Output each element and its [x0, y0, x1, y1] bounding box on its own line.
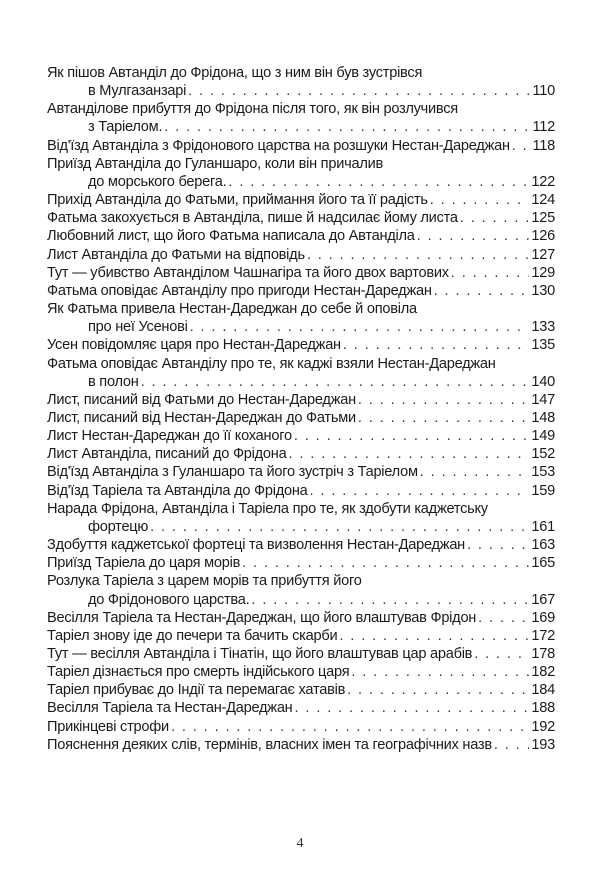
toc-entry-page-number: 188	[531, 700, 555, 717]
toc-entry-line	[47, 246, 555, 264]
toc-entry-page-number: 182	[531, 664, 555, 681]
toc-entry-line	[47, 518, 555, 536]
toc-entry	[47, 554, 555, 572]
dot-leader	[171, 718, 529, 736]
toc-entry	[47, 482, 555, 500]
toc-entry-page-number: 153	[531, 464, 555, 481]
toc-entry-page-number: 110	[532, 83, 555, 100]
toc-entry-line	[47, 736, 555, 754]
toc-entry-page-number: 130	[531, 282, 555, 299]
dot-leader	[347, 681, 529, 699]
toc-entry-line	[47, 336, 555, 354]
toc-entry	[47, 227, 555, 245]
toc-entry-title-line: Автанділове прибуття до Фрідона після того, як він розлучився	[47, 101, 458, 118]
toc-entry-title-line: Як пішов Автанділ до Фрідона, що з ним він був зустрівся	[47, 65, 423, 81]
toc-entry-title: в полон	[88, 373, 139, 390]
toc-entry	[47, 264, 555, 282]
toc-entry	[47, 500, 555, 536]
toc-entry	[47, 609, 555, 627]
dot-leader	[288, 445, 529, 463]
toc-entry	[47, 736, 555, 754]
toc-entry-title: про неї Усенові	[88, 319, 188, 336]
toc-entry-page-number: 118	[532, 137, 555, 154]
toc-entry-line	[47, 409, 555, 427]
toc-entry-page-number: 159	[531, 482, 555, 499]
dot-leader	[343, 336, 530, 354]
dot-leader	[294, 427, 530, 445]
toc-entry	[47, 137, 555, 155]
toc-entry	[47, 246, 555, 264]
toc-entry-page-number: 133	[531, 319, 555, 336]
toc-entry-line	[47, 209, 555, 227]
toc-entry	[47, 663, 555, 681]
toc-entry-page-number: 184	[531, 682, 555, 699]
toc-entry-title: Приїзд Таріела до царя морів	[47, 555, 241, 572]
toc-entry-page-number: 122	[531, 173, 555, 190]
toc-entry-title: Лист, писаний від Нестан-Дареджан до Фатьми	[47, 409, 356, 426]
toc-entry-line	[47, 645, 555, 663]
dot-leader	[310, 482, 530, 500]
toc-entry-line	[47, 191, 555, 209]
toc-entry-title: Здобуття каджетської фортеці та визволення Нестан-Дареджан	[47, 537, 465, 554]
toc-entry-line	[47, 282, 555, 300]
toc-entry-line	[47, 681, 555, 699]
dot-leader	[494, 736, 530, 754]
toc-entry-page-number: 127	[531, 246, 555, 263]
toc-entry-page-number: 149	[531, 428, 555, 445]
toc-entry-title: Пояснення деяких слів, термінів, власних імен та географічних назв	[47, 736, 492, 753]
toc-entry-line	[47, 427, 555, 445]
dot-leader	[474, 645, 529, 663]
toc-entry	[47, 699, 555, 717]
toc-entry	[47, 645, 555, 663]
toc-entry-title: Любовний лист, що його Фатьма написала до Автанділа	[47, 228, 415, 245]
dot-leader	[188, 82, 530, 100]
toc-entry-title: Прикінцеві строфи	[47, 718, 169, 735]
toc-entry-page-number: 192	[531, 718, 555, 735]
toc-entry-page-number: 161	[531, 518, 555, 535]
toc-entry-title: до морського берега.	[88, 173, 227, 190]
dot-leader	[164, 118, 530, 136]
toc-entry-page-number: 178	[531, 646, 555, 662]
toc-entry-page-number: 172	[531, 627, 555, 644]
toc-entry-title: Тут — весілля Автанділа і Тінатін, що його влаштував цар арабів	[47, 646, 473, 662]
dot-leader	[417, 227, 530, 245]
toc-entry-line	[47, 137, 555, 155]
toc-entry-title-line: Нарада Фрідона, Автанділа і Таріела про те, як здобути каджетську	[47, 500, 488, 517]
toc-entry-line	[47, 463, 555, 481]
dot-leader	[460, 209, 530, 227]
toc-entry-line	[47, 591, 555, 609]
toc-entry-title: Від'їзд Таріела та Автанділа до Фрідона	[47, 482, 308, 499]
toc-entry	[47, 463, 555, 481]
toc-entry	[47, 209, 555, 227]
toc-entry-title: Від'їзд Автанділа з Фрідонового царства на розшуки Нестан-Дареджан	[47, 137, 510, 154]
toc-entry-page-number: 126	[531, 228, 555, 245]
dot-leader	[339, 627, 529, 645]
dot-leader	[141, 373, 530, 391]
toc-entry-page-number: 124	[531, 192, 555, 209]
toc-entry-page-number: 112	[532, 119, 555, 136]
toc-entry-title: Прихід Автанділа до Фатьми, приймання його та її радість	[47, 192, 428, 209]
toc-entry	[47, 572, 555, 608]
toc-entry	[47, 282, 555, 300]
toc-entry-page-number: 165	[531, 555, 555, 572]
dot-leader	[150, 518, 529, 536]
toc-entry-page-number: 140	[531, 373, 555, 390]
dot-leader	[242, 554, 529, 572]
toc-entry-page-number: 163	[531, 537, 555, 554]
toc-entry	[47, 445, 555, 463]
toc-entry-page-number: 129	[531, 264, 555, 281]
dot-leader	[467, 536, 529, 554]
toc-entry-line	[47, 699, 555, 717]
dot-leader	[190, 318, 530, 336]
toc-entry-line	[47, 82, 555, 100]
toc-entry-line	[47, 445, 555, 463]
toc-entry-title: Лист, писаний від Фатьми до Нестан-Дареджан	[47, 391, 356, 408]
toc-entry	[47, 536, 555, 554]
toc-entry-title: до Фрідонового царства.	[88, 591, 250, 608]
dot-leader	[478, 609, 529, 627]
toc-entry-line	[47, 536, 555, 554]
toc-entry	[47, 391, 555, 409]
toc-entry-page-number: 169	[531, 609, 555, 626]
toc-entry-title: Лист Автанділа, писаний до Фрідона	[47, 446, 287, 463]
toc-entry-title-line: Приїзд Автанділа до Гуланшаро, коли він причалив	[47, 155, 383, 172]
dot-leader	[228, 173, 529, 191]
dot-leader	[358, 391, 530, 409]
toc-entry-line	[47, 318, 555, 336]
toc-entry-title-line: Як Фатьма привела Нестан-Дареджан до себе й оповіла	[47, 301, 417, 318]
dot-leader	[434, 282, 530, 300]
toc-entry	[47, 355, 555, 391]
toc-entry	[47, 155, 555, 191]
toc-entry-title: Усен повідомляє царя про Нестан-Дареджан	[47, 337, 341, 354]
toc-entry-line	[47, 663, 555, 681]
toc-entry-title: Таріел дізнається про смерть індійського царя	[47, 664, 350, 681]
toc-entry-page-number: 152	[531, 446, 555, 463]
toc-entry-title: Таріел знову іде до печери та бачить скарби	[47, 627, 338, 644]
dot-leader	[358, 409, 530, 427]
toc-entry-line	[47, 482, 555, 500]
toc-entry-title: Від'їзд Автанділа з Гуланшаро та його зустріч з Таріелом	[47, 464, 418, 481]
dot-leader	[451, 264, 530, 282]
dot-leader	[430, 191, 530, 209]
toc-entry	[47, 100, 555, 136]
toc-entry-line	[47, 391, 555, 409]
dot-leader	[420, 463, 530, 481]
toc-entry-page-number: 193	[531, 736, 555, 753]
toc-entry-line	[47, 173, 555, 191]
toc-entry	[47, 191, 555, 209]
toc-entry-title: Весілля Таріела та Нестан-Дареджан, що його влаштував Фрідон	[47, 609, 477, 626]
toc-entry-title: Весілля Таріела та Нестан-Дареджан	[47, 700, 293, 717]
dot-leader	[512, 137, 531, 155]
toc-entry-line	[47, 718, 555, 736]
toc-entry-page-number: 167	[531, 591, 555, 608]
toc-entry-title-line: Фатьма оповідає Автанділу про те, як каджі взяли Нестан-Дареджан	[47, 355, 496, 372]
toc-entry-title: Таріел прибуває до Індії та перемагає хатавів	[47, 682, 346, 699]
dot-leader	[251, 591, 529, 609]
toc-entry-page-number: 125	[531, 210, 555, 227]
toc-entry-page-number: 147	[531, 391, 555, 408]
toc-entry	[47, 681, 555, 699]
toc-entry-title: в Мулгазанзарі	[88, 83, 187, 100]
toc-entry	[47, 409, 555, 427]
toc-entry-title: фортецю	[88, 518, 149, 535]
toc-entry-title: з Таріелом.	[88, 119, 163, 136]
toc-entry-title: Фатьма закохується в Автанділа, пише й надсилає йому листа	[47, 210, 458, 227]
toc-entry-line	[47, 118, 555, 136]
toc-entry-line	[47, 554, 555, 572]
toc-entry-page-number: 148	[531, 409, 555, 426]
toc-entry-title: Лист Автанділа до Фатьми на відповідь	[47, 246, 305, 263]
toc-entry	[47, 427, 555, 445]
toc-entry-title-line: Розлука Таріела з царем морів та прибуття його	[47, 573, 362, 590]
toc-entry-page-number: 135	[531, 337, 555, 354]
toc-entry	[47, 627, 555, 645]
toc-entry	[47, 718, 555, 736]
dot-leader	[351, 663, 529, 681]
toc-entry-line	[47, 627, 555, 645]
toc-entry-title: Тут — убивство Автанділом Чашнагіра та його двох вартових	[47, 264, 449, 281]
table-of-contents	[47, 64, 555, 754]
toc-entry-line	[47, 227, 555, 245]
page-number: 4	[296, 836, 304, 851]
toc-entry-line	[47, 264, 555, 282]
toc-entry	[47, 336, 555, 354]
dot-leader	[307, 246, 530, 264]
toc-entry-line	[47, 609, 555, 627]
toc-entry	[47, 64, 555, 100]
toc-entry-title: Лист Нестан-Дареджан до її коханого	[47, 428, 292, 445]
dot-leader	[295, 699, 530, 717]
toc-entry-title: Фатьма оповідає Автанділу про пригоди Нестан-Дареджан	[47, 282, 432, 299]
toc-entry-line	[47, 373, 555, 391]
toc-entry	[47, 300, 555, 336]
